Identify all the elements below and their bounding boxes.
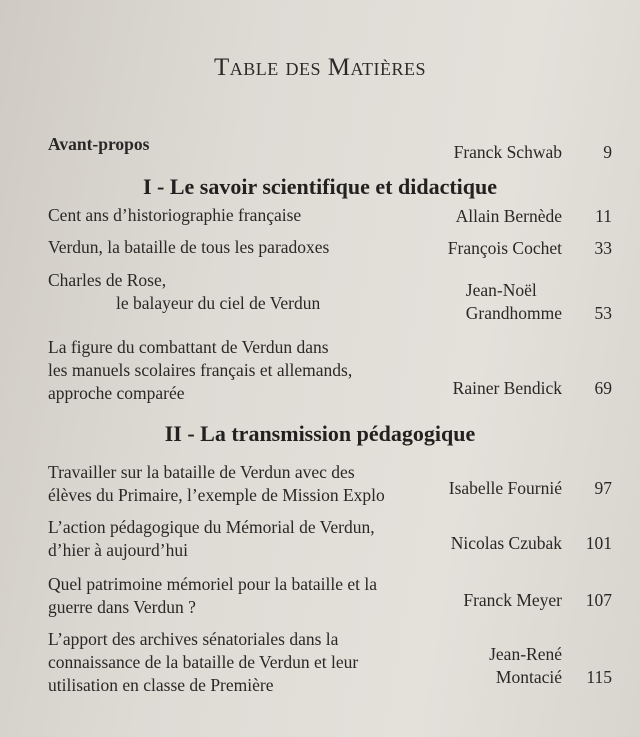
entry-title: Avant-propos bbox=[48, 134, 150, 154]
entry-author: Franck Meyer bbox=[463, 590, 562, 610]
section-heading-1: I - Le savoir scientifique et didactique bbox=[142, 174, 498, 199]
entry-author: Rainer Bendick bbox=[452, 378, 562, 398]
entry-page: 11 bbox=[595, 206, 612, 226]
entry-author: Nicolas Czubak bbox=[450, 533, 562, 553]
entry-author: Franck Schwab bbox=[453, 142, 562, 162]
page-title: Table des Matières bbox=[214, 54, 426, 81]
entry-page: 9 bbox=[603, 142, 612, 162]
entry-page: 69 bbox=[594, 378, 612, 398]
entry-page: 33 bbox=[594, 238, 612, 258]
entry-title: Quel patrimoine mémoriel pour la bataille et la guerre dans Verdun ? bbox=[48, 574, 377, 617]
entry-page: 97 bbox=[594, 478, 612, 498]
entry-title: La figure du combattant de Verdun dans les manuels scolaires français et allemands, approche comparée bbox=[48, 337, 353, 403]
entry-page: 107 bbox=[585, 590, 612, 610]
entry-author: Jean-René Montacié bbox=[489, 644, 562, 687]
entry-author: Isabelle Fournié bbox=[448, 478, 562, 498]
entry-page: 115 bbox=[586, 667, 612, 687]
entry-page: 53 bbox=[594, 303, 612, 323]
entry-page: 101 bbox=[585, 533, 612, 553]
entry-title: Cent ans d’historiographie française bbox=[48, 205, 302, 225]
entry-author: François Cochet bbox=[447, 238, 562, 258]
entry-author: Allain Bernède bbox=[455, 206, 562, 226]
entry-title: L’apport des archives sénatoriales dans la connaissance de la bataille de Verdun et leur utilisation en classe de Première bbox=[48, 629, 359, 695]
entry-title: Travailler sur la bataille de Verdun avec des élèves du Primaire, l’exemple de Mission Explo bbox=[48, 462, 385, 505]
entry-title: L’action pédagogique du Mémorial de Verdun, d’hier à aujourd’hui bbox=[48, 517, 375, 560]
entry-title: Charles de Rose, le balayeur du ciel de Verdun bbox=[48, 270, 321, 313]
section-heading-2: II - La transmission pédagogique bbox=[164, 421, 476, 446]
entry-title: Verdun, la bataille de tous les paradoxes bbox=[48, 237, 330, 257]
entry-author: Jean-Noël Grandhomme bbox=[465, 280, 562, 323]
